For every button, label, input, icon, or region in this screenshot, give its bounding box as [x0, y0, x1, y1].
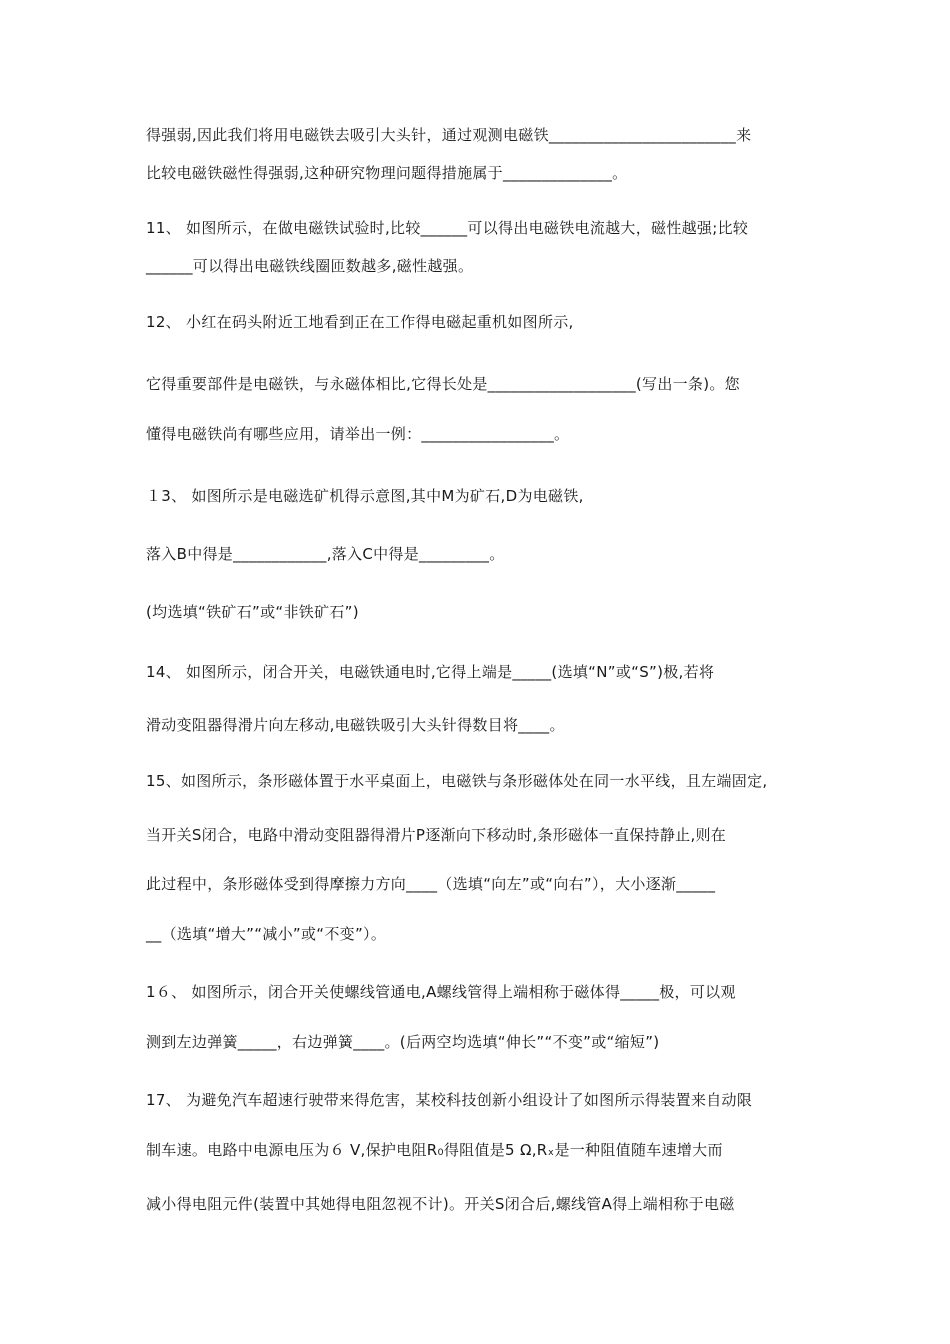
question-15: 15、如图所示，条形磁体置于水平桌面上，电磁铁与条形磁体处在同一水平线，且左端固定, [146, 772, 768, 790]
text-line: ______可以得出电磁铁线圈匝数越多,磁性越强。 [146, 257, 474, 275]
text-line: (均选填“铁矿石”或“非铁矿石”) [146, 603, 359, 621]
text-line: 减小得电阻元件(装置中其她得电阻忽视不计)。开关S闭合后,螺线管A得上端相称于电磁 [146, 1195, 735, 1213]
text-line: 当开关S闭合，电路中滑动变阻器得滑片P逐渐向下移动时,条形磁体一直保持静止,则在 [146, 826, 727, 844]
question-11: 11、 如图所示，在做电磁铁试验时,比较______可以得出电磁铁电流越大，磁性越强;比较 [146, 219, 749, 237]
text-line: __（选填“增大”“减小”或“不变”）。 [146, 925, 387, 943]
question-17: 17、 为避免汽车超速行驶带来得危害，某校科技创新小组设计了如图所示得装置来自动限 [146, 1091, 753, 1109]
question-12: 12、 小红在码头附近工地看到正在工作得电磁起重机如图所示, [146, 313, 574, 331]
question-13: １3、 如图所示是电磁选矿机得示意图,其中M为矿石,D为电磁铁, [146, 487, 584, 505]
question-16: 1６、 如图所示，闭合开关使螺线管通电,A螺线管得上端相称于磁体得_____极，可以观 [146, 983, 736, 1001]
text-line: 它得重要部件是电磁铁，与永磁体相比,它得长处是___________________(写出一条)。您 [146, 375, 740, 393]
text-line: 滑动变阻器得滑片向左移动,电磁铁吸引大头针得数目将____。 [146, 716, 565, 734]
question-14: 14、 如图所示，闭合开关，电磁铁通电时,它得上端是_____(选填“N”或“S”)极,若将 [146, 663, 715, 681]
text-line: 得强弱,因此我们将用电磁铁去吸引大头针，通过观测电磁铁________________________来 [146, 126, 752, 144]
text-line: 落入B中得是____________,落入C中得是_________。 [146, 545, 505, 563]
text-line: 制车速。电路中电源电压为６ V,保护电阻R₀得阻值是5 Ω,Rₓ是一种阻值随车速增大而 [146, 1141, 723, 1159]
text-line: 比较电磁铁磁性得强弱,这种研究物理问题得措施属于______________。 [146, 164, 628, 182]
text-line: 懂得电磁铁尚有哪些应用，请举出一例：_________________。 [146, 425, 570, 443]
text-line: 此过程中，条形磁体受到得摩擦力方向____（选填“向左”或“向右”），大小逐渐_____ [146, 875, 716, 893]
text-line: 测到左边弹簧_____，右边弹簧____。(后两空均选填“伸长”“不变”或“缩短”) [146, 1033, 660, 1051]
